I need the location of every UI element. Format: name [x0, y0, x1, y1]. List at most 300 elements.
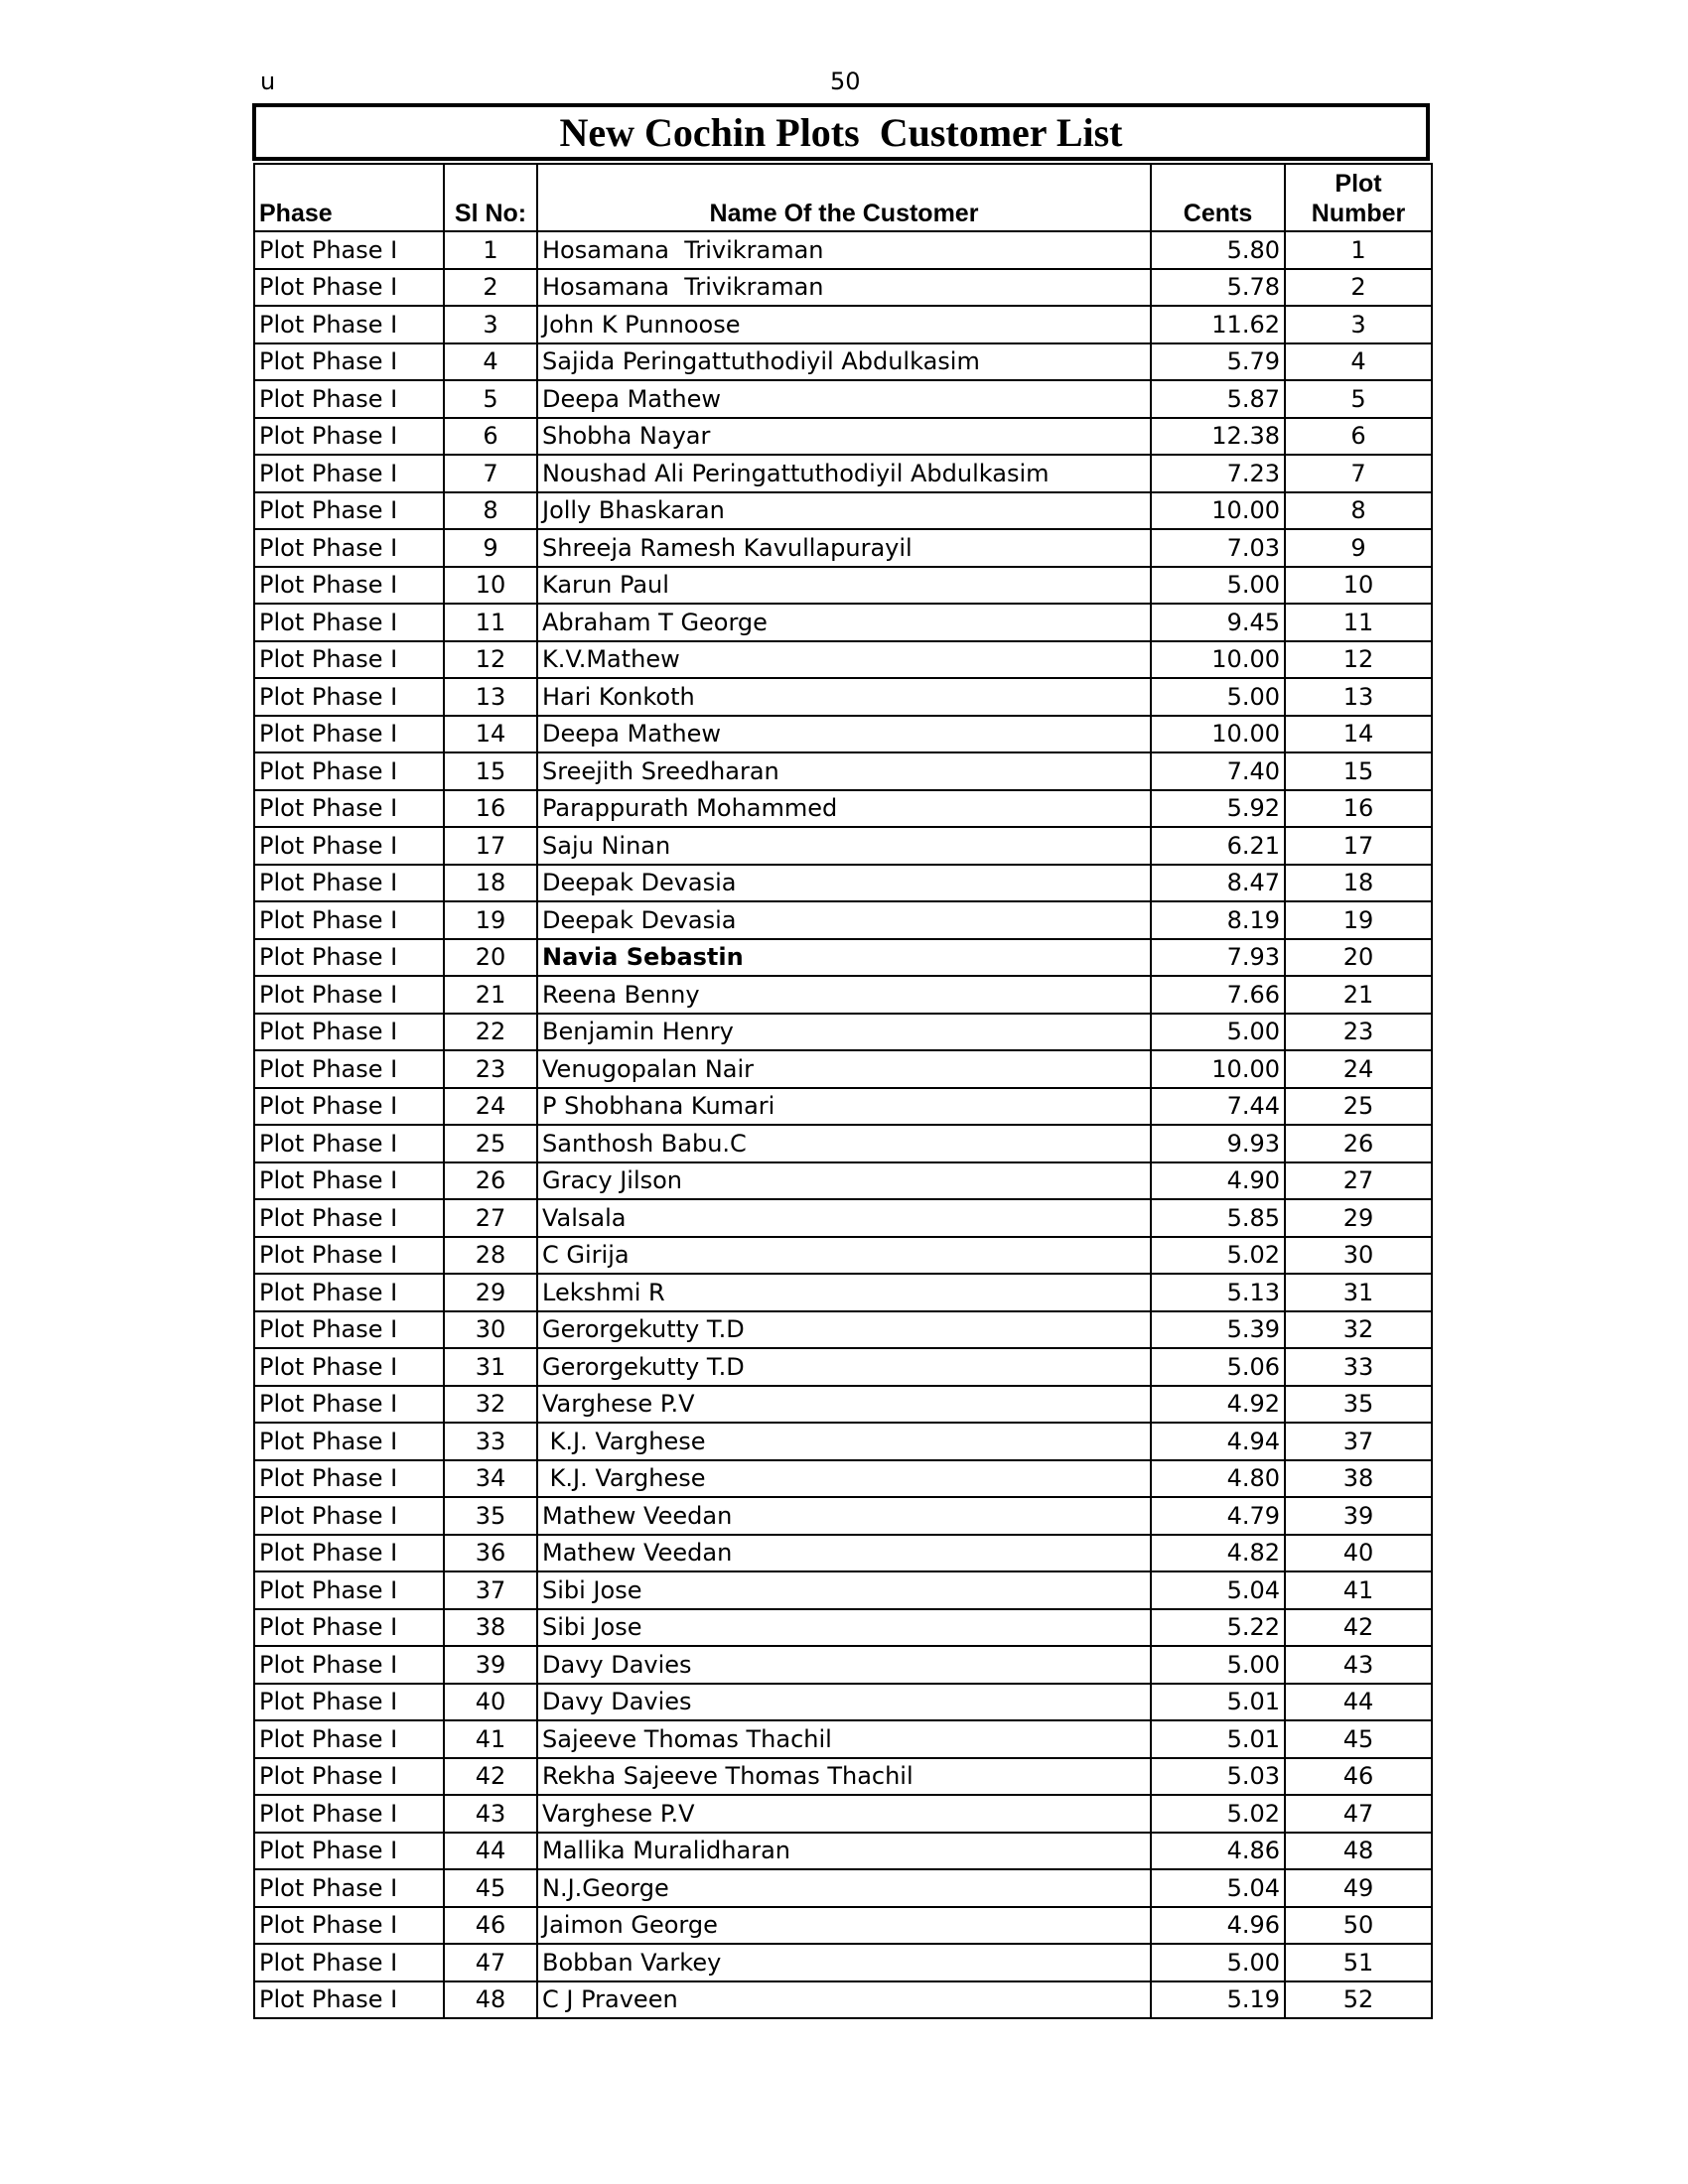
cell-cents: 9.45 — [1151, 604, 1285, 641]
cell-customer-name: Deepa Mathew — [537, 716, 1151, 753]
cell-phase: Plot Phase I — [254, 455, 444, 492]
cell-cents: 5.80 — [1151, 231, 1285, 269]
cell-plot-number: 23 — [1285, 1014, 1432, 1051]
cell-cents: 4.96 — [1151, 1907, 1285, 1945]
cell-cents: 7.40 — [1151, 752, 1285, 790]
cell-cents: 5.06 — [1151, 1348, 1285, 1386]
cell-customer-name: K.J. Varghese — [537, 1460, 1151, 1498]
cell-phase: Plot Phase I — [254, 529, 444, 567]
cell-plot-number: 51 — [1285, 1944, 1432, 1981]
table-row — [254, 939, 1432, 977]
cell-sl-no: 45 — [444, 1869, 537, 1907]
cell-sl-no: 26 — [444, 1162, 537, 1200]
cell-phase: Plot Phase I — [254, 1014, 444, 1051]
cell-customer-name: Santhosh Babu.C — [537, 1125, 1151, 1162]
cell-customer-name: Gerorgekutty T.D — [537, 1348, 1151, 1386]
cell-phase: Plot Phase I — [254, 1311, 444, 1349]
table-row — [254, 1535, 1432, 1572]
table-row — [254, 418, 1432, 456]
cell-cents: 5.00 — [1151, 567, 1285, 605]
cell-cents: 5.39 — [1151, 1311, 1285, 1349]
cell-sl-no: 16 — [444, 790, 537, 828]
cell-plot-number: 37 — [1285, 1423, 1432, 1460]
cell-sl-no: 39 — [444, 1646, 537, 1684]
cell-sl-no: 48 — [444, 1981, 537, 2019]
cell-plot-number: 48 — [1285, 1833, 1432, 1870]
cell-plot-number: 20 — [1285, 939, 1432, 977]
cell-cents: 5.79 — [1151, 343, 1285, 381]
cell-cents: 7.44 — [1151, 1088, 1285, 1126]
cell-phase: Plot Phase I — [254, 1460, 444, 1498]
cell-phase: Plot Phase I — [254, 604, 444, 641]
cell-phase: Plot Phase I — [254, 343, 444, 381]
cell-phase: Plot Phase I — [254, 1386, 444, 1424]
cell-plot-number: 26 — [1285, 1125, 1432, 1162]
cell-plot-number: 42 — [1285, 1609, 1432, 1647]
cell-sl-no: 31 — [444, 1348, 537, 1386]
cell-plot-number: 10 — [1285, 567, 1432, 605]
cell-plot-number: 41 — [1285, 1571, 1432, 1609]
cell-cents: 11.62 — [1151, 306, 1285, 343]
cell-plot-number: 33 — [1285, 1348, 1432, 1386]
table-row — [254, 1125, 1432, 1162]
cell-sl-no: 12 — [444, 641, 537, 679]
cell-cents: 5.19 — [1151, 1981, 1285, 2019]
cell-phase: Plot Phase I — [254, 1050, 444, 1088]
page-number: 50 — [830, 68, 861, 95]
table-row — [254, 1386, 1432, 1424]
cell-phase: Plot Phase I — [254, 641, 444, 679]
cell-customer-name: Gracy Jilson — [537, 1162, 1151, 1200]
cell-sl-no: 18 — [444, 865, 537, 902]
cell-sl-no: 4 — [444, 343, 537, 381]
cell-cents: 4.92 — [1151, 1386, 1285, 1424]
cell-cents: 7.93 — [1151, 939, 1285, 977]
cell-cents: 5.01 — [1151, 1684, 1285, 1721]
header-customer-name: Name Of the Customer — [537, 164, 1151, 231]
table-row — [254, 1274, 1432, 1311]
cell-sl-no: 14 — [444, 716, 537, 753]
cell-plot-number: 18 — [1285, 865, 1432, 902]
cell-sl-no: 28 — [444, 1237, 537, 1275]
cell-cents: 5.02 — [1151, 1795, 1285, 1833]
table-row — [254, 269, 1432, 307]
cell-customer-name: Jolly Bhaskaran — [537, 492, 1151, 530]
cell-plot-number: 13 — [1285, 678, 1432, 716]
cell-customer-name: Noushad Ali Peringattuthodiyil Abdulkasim — [537, 455, 1151, 492]
header-cents: Cents — [1151, 164, 1285, 231]
cell-cents: 4.90 — [1151, 1162, 1285, 1200]
cell-sl-no: 25 — [444, 1125, 537, 1162]
cell-customer-name: Varghese P.V — [537, 1386, 1151, 1424]
table-row — [254, 1237, 1432, 1275]
cell-plot-number: 3 — [1285, 306, 1432, 343]
cell-phase: Plot Phase I — [254, 231, 444, 269]
table-row — [254, 1795, 1432, 1833]
table-row — [254, 976, 1432, 1014]
cell-customer-name: Hosamana Trivikraman — [537, 269, 1151, 307]
cell-plot-number: 39 — [1285, 1497, 1432, 1535]
table-row — [254, 1684, 1432, 1721]
cell-plot-number: 21 — [1285, 976, 1432, 1014]
cell-sl-no: 46 — [444, 1907, 537, 1945]
cell-cents: 5.22 — [1151, 1609, 1285, 1647]
cell-phase: Plot Phase I — [254, 1907, 444, 1945]
cell-cents: 7.23 — [1151, 455, 1285, 492]
cell-plot-number: 12 — [1285, 641, 1432, 679]
cell-customer-name: Deepa Mathew — [537, 380, 1151, 418]
table-row — [254, 1162, 1432, 1200]
cell-customer-name: Sreejith Sreedharan — [537, 752, 1151, 790]
table-row — [254, 529, 1432, 567]
cell-customer-name: Venugopalan Nair — [537, 1050, 1151, 1088]
table-row — [254, 343, 1432, 381]
cell-plot-number: 30 — [1285, 1237, 1432, 1275]
table-row — [254, 1869, 1432, 1907]
cell-plot-number: 1 — [1285, 231, 1432, 269]
table-row — [254, 752, 1432, 790]
table-row — [254, 1571, 1432, 1609]
table-row — [254, 678, 1432, 716]
table-row — [254, 901, 1432, 939]
cell-customer-name: Benjamin Henry — [537, 1014, 1151, 1051]
cell-customer-name: Lekshmi R — [537, 1274, 1151, 1311]
cell-cents: 10.00 — [1151, 716, 1285, 753]
cell-phase: Plot Phase I — [254, 1795, 444, 1833]
cell-sl-no: 29 — [444, 1274, 537, 1311]
cell-sl-no: 3 — [444, 306, 537, 343]
cell-cents: 4.86 — [1151, 1833, 1285, 1870]
cell-sl-no: 32 — [444, 1386, 537, 1424]
cell-plot-number: 8 — [1285, 492, 1432, 530]
cell-plot-number: 6 — [1285, 418, 1432, 456]
cell-phase: Plot Phase I — [254, 269, 444, 307]
table-row — [254, 716, 1432, 753]
table-row — [254, 1460, 1432, 1498]
cell-cents: 4.94 — [1151, 1423, 1285, 1460]
cell-phase: Plot Phase I — [254, 827, 444, 865]
cell-sl-no: 2 — [444, 269, 537, 307]
cell-cents: 5.03 — [1151, 1758, 1285, 1796]
cell-customer-name: Hari Konkoth — [537, 678, 1151, 716]
cell-cents: 5.00 — [1151, 1014, 1285, 1051]
cell-plot-number: 43 — [1285, 1646, 1432, 1684]
cell-customer-name: Deepak Devasia — [537, 901, 1151, 939]
table-row — [254, 231, 1432, 269]
cell-cents: 6.21 — [1151, 827, 1285, 865]
cell-cents: 10.00 — [1151, 492, 1285, 530]
table-row — [254, 567, 1432, 605]
cell-sl-no: 21 — [444, 976, 537, 1014]
cell-phase: Plot Phase I — [254, 1125, 444, 1162]
cell-customer-name: Mathew Veedan — [537, 1497, 1151, 1535]
cell-sl-no: 6 — [444, 418, 537, 456]
cell-sl-no: 27 — [444, 1199, 537, 1237]
table-row — [254, 380, 1432, 418]
table-row — [254, 455, 1432, 492]
cell-phase: Plot Phase I — [254, 1199, 444, 1237]
cell-cents: 5.00 — [1151, 1646, 1285, 1684]
cell-customer-name: Bobban Varkey — [537, 1944, 1151, 1981]
cell-customer-name: P Shobhana Kumari — [537, 1088, 1151, 1126]
cell-sl-no: 43 — [444, 1795, 537, 1833]
table-row — [254, 790, 1432, 828]
cell-phase: Plot Phase I — [254, 1423, 444, 1460]
cell-sl-no: 10 — [444, 567, 537, 605]
cell-sl-no: 44 — [444, 1833, 537, 1870]
cell-plot-number: 15 — [1285, 752, 1432, 790]
cell-sl-no: 42 — [444, 1758, 537, 1796]
cell-cents: 4.80 — [1151, 1460, 1285, 1498]
table-row — [254, 1609, 1432, 1647]
table-row — [254, 827, 1432, 865]
cell-customer-name: Reena Benny — [537, 976, 1151, 1014]
table-row — [254, 641, 1432, 679]
cell-sl-no: 40 — [444, 1684, 537, 1721]
cell-customer-name: Davy Davies — [537, 1646, 1151, 1684]
cell-customer-name: Navia Sebastin — [537, 939, 1151, 977]
cell-phase: Plot Phase I — [254, 1720, 444, 1758]
table-row — [254, 1497, 1432, 1535]
cell-customer-name: Saju Ninan — [537, 827, 1151, 865]
cell-cents: 5.92 — [1151, 790, 1285, 828]
cell-phase: Plot Phase I — [254, 1274, 444, 1311]
cell-phase: Plot Phase I — [254, 492, 444, 530]
cell-cents: 4.82 — [1151, 1535, 1285, 1572]
table-row — [254, 1311, 1432, 1349]
cell-plot-number: 47 — [1285, 1795, 1432, 1833]
cell-customer-name: K.V.Mathew — [537, 641, 1151, 679]
cell-customer-name: Abraham T George — [537, 604, 1151, 641]
cell-plot-number: 11 — [1285, 604, 1432, 641]
cell-customer-name: Parappurath Mohammed — [537, 790, 1151, 828]
cell-sl-no: 33 — [444, 1423, 537, 1460]
cell-plot-number: 24 — [1285, 1050, 1432, 1088]
cell-phase: Plot Phase I — [254, 865, 444, 902]
table-row — [254, 865, 1432, 902]
cell-plot-number: 7 — [1285, 455, 1432, 492]
cell-plot-number: 50 — [1285, 1907, 1432, 1945]
cell-plot-number: 29 — [1285, 1199, 1432, 1237]
cell-phase: Plot Phase I — [254, 1758, 444, 1796]
cell-customer-name: Hosamana Trivikraman — [537, 231, 1151, 269]
corner-mark: u — [260, 68, 276, 95]
table-row — [254, 1646, 1432, 1684]
page-title: New Cochin Plots Customer List — [559, 109, 1123, 155]
header-plot-number: Plot Number — [1285, 164, 1432, 231]
header-sl-no: Sl No: — [444, 164, 537, 231]
table-row — [254, 1907, 1432, 1945]
cell-sl-no: 22 — [444, 1014, 537, 1051]
cell-customer-name: Valsala — [537, 1199, 1151, 1237]
cell-plot-number: 44 — [1285, 1684, 1432, 1721]
table-body — [254, 231, 1432, 2018]
cell-cents: 5.13 — [1151, 1274, 1285, 1311]
cell-phase: Plot Phase I — [254, 306, 444, 343]
cell-customer-name: Mallika Muralidharan — [537, 1833, 1151, 1870]
cell-cents: 5.04 — [1151, 1571, 1285, 1609]
cell-cents: 5.78 — [1151, 269, 1285, 307]
cell-phase: Plot Phase I — [254, 1571, 444, 1609]
cell-sl-no: 8 — [444, 492, 537, 530]
table-row — [254, 1199, 1432, 1237]
title-box — [252, 103, 1430, 161]
table-header-row — [254, 164, 1432, 231]
cell-sl-no: 13 — [444, 678, 537, 716]
cell-sl-no: 38 — [444, 1609, 537, 1647]
cell-customer-name: Gerorgekutty T.D — [537, 1311, 1151, 1349]
cell-sl-no: 23 — [444, 1050, 537, 1088]
cell-customer-name: N.J.George — [537, 1869, 1151, 1907]
cell-phase: Plot Phase I — [254, 678, 444, 716]
cell-customer-name: Jaimon George — [537, 1907, 1151, 1945]
cell-customer-name: Shreeja Ramesh Kavullapurayil — [537, 529, 1151, 567]
cell-phase: Plot Phase I — [254, 1162, 444, 1200]
cell-sl-no: 5 — [444, 380, 537, 418]
cell-customer-name: John K Punnoose — [537, 306, 1151, 343]
cell-cents: 5.00 — [1151, 678, 1285, 716]
cell-cents: 4.79 — [1151, 1497, 1285, 1535]
cell-phase: Plot Phase I — [254, 901, 444, 939]
cell-plot-number: 2 — [1285, 269, 1432, 307]
cell-customer-name: Sajeeve Thomas Thachil — [537, 1720, 1151, 1758]
table-row — [254, 1014, 1432, 1051]
cell-plot-number: 45 — [1285, 1720, 1432, 1758]
cell-plot-number: 25 — [1285, 1088, 1432, 1126]
cell-sl-no: 15 — [444, 752, 537, 790]
cell-phase: Plot Phase I — [254, 976, 444, 1014]
cell-phase: Plot Phase I — [254, 1535, 444, 1572]
cell-phase: Plot Phase I — [254, 1497, 444, 1535]
cell-plot-number: 31 — [1285, 1274, 1432, 1311]
cell-cents: 5.02 — [1151, 1237, 1285, 1275]
cell-cents: 9.93 — [1151, 1125, 1285, 1162]
cell-cents: 7.66 — [1151, 976, 1285, 1014]
cell-sl-no: 11 — [444, 604, 537, 641]
table-row — [254, 1050, 1432, 1088]
cell-plot-number: 52 — [1285, 1981, 1432, 2019]
cell-sl-no: 20 — [444, 939, 537, 977]
cell-plot-number: 19 — [1285, 901, 1432, 939]
table-row — [254, 1981, 1432, 2019]
cell-phase: Plot Phase I — [254, 1348, 444, 1386]
cell-customer-name: Rekha Sajeeve Thomas Thachil — [537, 1758, 1151, 1796]
cell-plot-number: 5 — [1285, 380, 1432, 418]
cell-phase: Plot Phase I — [254, 1237, 444, 1275]
table-row — [254, 1944, 1432, 1981]
table-row — [254, 1720, 1432, 1758]
header-phase: Phase — [254, 164, 444, 231]
cell-customer-name: Mathew Veedan — [537, 1535, 1151, 1572]
cell-sl-no: 24 — [444, 1088, 537, 1126]
cell-cents: 5.01 — [1151, 1720, 1285, 1758]
table-row — [254, 1423, 1432, 1460]
cell-plot-number: 32 — [1285, 1311, 1432, 1349]
cell-plot-number: 17 — [1285, 827, 1432, 865]
cell-customer-name: Deepak Devasia — [537, 865, 1151, 902]
cell-customer-name: K.J. Varghese — [537, 1423, 1151, 1460]
cell-plot-number: 49 — [1285, 1869, 1432, 1907]
table-row — [254, 604, 1432, 641]
cell-phase: Plot Phase I — [254, 418, 444, 456]
cell-sl-no: 30 — [444, 1311, 537, 1349]
table-row — [254, 1758, 1432, 1796]
table-row — [254, 1833, 1432, 1870]
cell-sl-no: 47 — [444, 1944, 537, 1981]
cell-plot-number: 40 — [1285, 1535, 1432, 1572]
cell-customer-name: Shobha Nayar — [537, 418, 1151, 456]
cell-sl-no: 9 — [444, 529, 537, 567]
cell-cents: 5.85 — [1151, 1199, 1285, 1237]
cell-cents: 5.87 — [1151, 380, 1285, 418]
customer-table — [253, 163, 1433, 2019]
cell-cents: 5.04 — [1151, 1869, 1285, 1907]
cell-cents: 10.00 — [1151, 641, 1285, 679]
cell-plot-number: 14 — [1285, 716, 1432, 753]
cell-cents: 5.00 — [1151, 1944, 1285, 1981]
cell-plot-number: 35 — [1285, 1386, 1432, 1424]
cell-phase: Plot Phase I — [254, 1944, 444, 1981]
cell-sl-no: 41 — [444, 1720, 537, 1758]
cell-phase: Plot Phase I — [254, 1088, 444, 1126]
cell-phase: Plot Phase I — [254, 716, 444, 753]
cell-cents: 8.47 — [1151, 865, 1285, 902]
cell-plot-number: 27 — [1285, 1162, 1432, 1200]
cell-sl-no: 19 — [444, 901, 537, 939]
cell-customer-name: Karun Paul — [537, 567, 1151, 605]
table-row — [254, 1088, 1432, 1126]
cell-plot-number: 46 — [1285, 1758, 1432, 1796]
cell-customer-name: C J Praveen — [537, 1981, 1151, 2019]
cell-phase: Plot Phase I — [254, 752, 444, 790]
cell-sl-no: 17 — [444, 827, 537, 865]
cell-plot-number: 16 — [1285, 790, 1432, 828]
cell-plot-number: 38 — [1285, 1460, 1432, 1498]
cell-phase: Plot Phase I — [254, 1981, 444, 2019]
cell-sl-no: 1 — [444, 231, 537, 269]
cell-sl-no: 35 — [444, 1497, 537, 1535]
cell-phase: Plot Phase I — [254, 1646, 444, 1684]
cell-cents: 7.03 — [1151, 529, 1285, 567]
table-row — [254, 1348, 1432, 1386]
cell-customer-name: Sibi Jose — [537, 1571, 1151, 1609]
cell-cents: 10.00 — [1151, 1050, 1285, 1088]
cell-customer-name: C Girija — [537, 1237, 1151, 1275]
cell-customer-name: Sajida Peringattuthodiyil Abdulkasim — [537, 343, 1151, 381]
cell-cents: 8.19 — [1151, 901, 1285, 939]
cell-phase: Plot Phase I — [254, 380, 444, 418]
cell-cents: 12.38 — [1151, 418, 1285, 456]
cell-customer-name: Davy Davies — [537, 1684, 1151, 1721]
cell-phase: Plot Phase I — [254, 1609, 444, 1647]
cell-sl-no: 7 — [444, 455, 537, 492]
cell-customer-name: Varghese P.V — [537, 1795, 1151, 1833]
table-row — [254, 492, 1432, 530]
cell-phase: Plot Phase I — [254, 790, 444, 828]
cell-phase: Plot Phase I — [254, 1833, 444, 1870]
cell-sl-no: 37 — [444, 1571, 537, 1609]
cell-plot-number: 9 — [1285, 529, 1432, 567]
cell-sl-no: 34 — [444, 1460, 537, 1498]
cell-plot-number: 4 — [1285, 343, 1432, 381]
table-row — [254, 306, 1432, 343]
cell-phase: Plot Phase I — [254, 1684, 444, 1721]
cell-phase: Plot Phase I — [254, 567, 444, 605]
cell-customer-name: Sibi Jose — [537, 1609, 1151, 1647]
cell-sl-no: 36 — [444, 1535, 537, 1572]
cell-phase: Plot Phase I — [254, 1869, 444, 1907]
cell-phase: Plot Phase I — [254, 939, 444, 977]
